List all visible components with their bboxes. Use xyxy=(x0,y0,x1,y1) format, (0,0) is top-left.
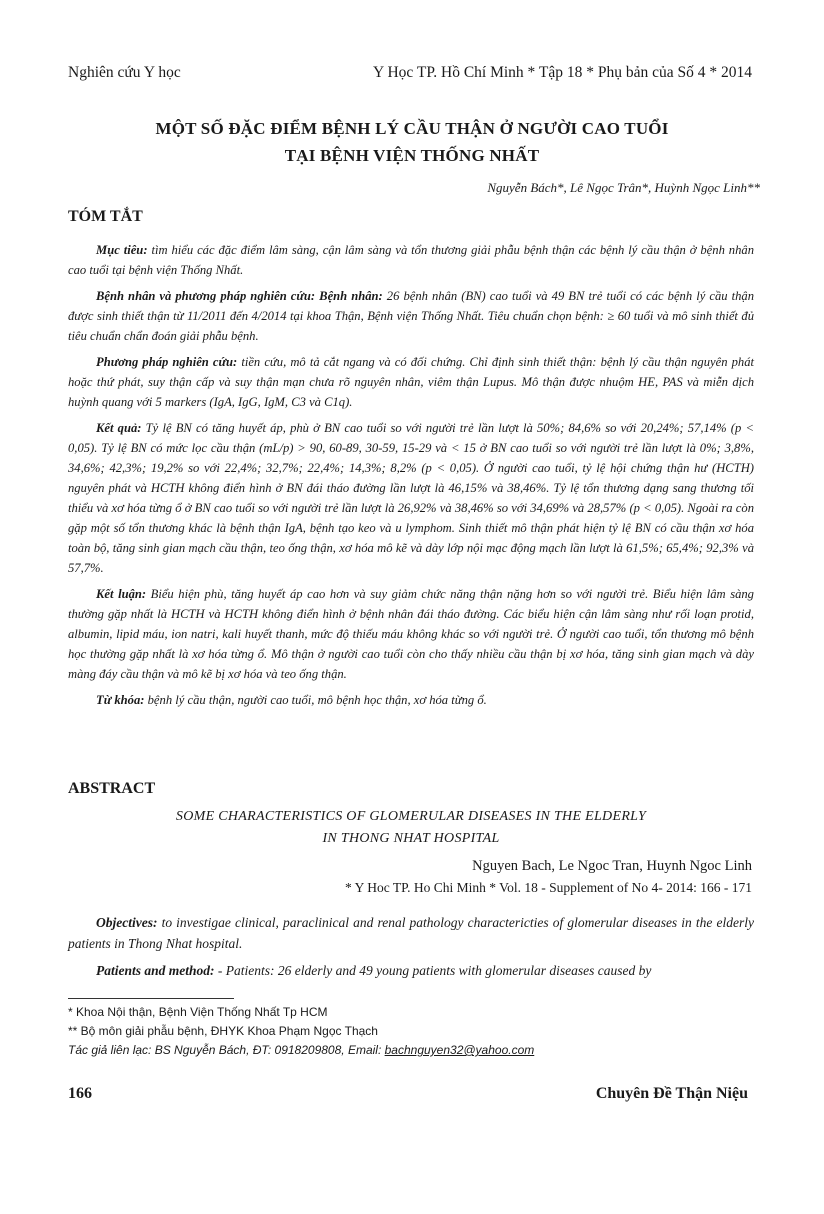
patients-text: 26 bệnh nhân (BN) cao tuổi và 49 BN trẻ tuổi có các bệnh lý cầu thận được sinh thiết thận từ 11/2011 đến 4/2014 tại khoa Thận, Bệnh viện Thống Nhất. Tiêu chuẩn chọn bệnh: ≥ 60 tuổi và mô sinh thiết đủ tiêu chuẩn chẩn đoán giải phẫu bệnh. xyxy=(68,289,754,343)
abstract-patients-text: - Patients: 26 elderly and 49 young patients with glomerular diseases caused by xyxy=(214,963,652,978)
abstract-objectives xyxy=(68,912,754,954)
page-number: 166 xyxy=(68,1085,92,1102)
summary-conclusion xyxy=(68,584,754,684)
results-text: Tỷ lệ BN có tăng huyết áp, phù ở BN cao tuổi so với người trẻ lần lượt là 50%; 84,6% so với 20,24%; 57,14% (p < 0,05). Tỷ lệ BN có mức lọc cầu thận (mL/p) > 90, 60-89, 30-59, 15-29 và < 15 ở BN cao tuổi so với người trẻ lần lượt là 0%; 3,8%, 34,6%; 42,3%; 19,2% so với 22,4%; 32,7%; 22,4%; 14,3%; 8,2% (p < 0,05). Ở người cao tuổi, tỷ lệ hội chứng thận hư (HCTH) nguyên phát và HCTH không điển hình ở BN đái tháo đường lần lượt là 46,15% và 38,46%. Tỷ lệ tổn thương dạng sang thương tối thiểu và xơ hóa từng ổ ở BN cao tuổi so với người trẻ lần lượt là 26,92% và 38,46% so với 34,69% và 28,57% (p < 0,05). Ngoài ra còn gặp một số tổn thương khác là bệnh thận IgA, bệnh tạo keo và u lymphom. Sinh thiết mô thận phát hiện tỷ lệ BN có cầu thận xơ hóa toàn bộ, tăng sinh gian mạch cầu thận, teo ống thận, xơ hóa mô kẽ và dày lớp nội mạc động mạch lần lượt là 61,5%; 65,4%; 92,3% và 57,7%. xyxy=(68,421,754,575)
contact-email-link[interactable]: bachnguyen32@yahoo.com xyxy=(384,1043,535,1057)
footnote-divider xyxy=(68,998,234,999)
abstract-heading: ABSTRACT xyxy=(68,780,156,797)
summary-body xyxy=(68,240,754,716)
conclusion-text: Biểu hiện phù, tăng huyết áp cao hơn và suy giảm chức năng thận nặng hơn so với người trẻ. Biểu hiện lâm sàng thường gặp nhất là HCTH và HCTH không điển hình ở bệnh nhân đái tháo đường. Các biểu hiện cận lâm sàng như rối loạn protid, albumin, lipid máu, ion natri, kali huyết thanh, mức độ thiếu máu không khác so với người trẻ. Ở người cao tuổi, tổn thương mô bệnh học thường gặp nhất là xơ hóa từng ổ. Mô thận ở người cao tuổi còn cho thấy nhiều cầu thận bị xơ hóa, tăng sinh gian mạch và dày màng đáy cầu thận và mô kẽ bị xơ hóa và teo ống thận. xyxy=(68,587,754,681)
abstract-title-line-1: SOME CHARACTERISTICS OF GLOMERULAR DISEASES IN THE ELDERLY xyxy=(175,809,647,824)
abstract-title-line-2: IN THONG NHAT HOSPITAL xyxy=(322,831,500,846)
summary-keywords xyxy=(68,690,754,710)
abstract-body xyxy=(68,912,754,987)
results-label: Kết quả: xyxy=(96,421,142,435)
footnote-affiliation-2: ** Bộ môn giải phẫu bệnh, ĐHYK Khoa Phạm Ngọc Thạch xyxy=(68,1024,378,1038)
abstract-patients xyxy=(68,960,754,981)
keywords-text: bệnh lý cầu thận, người cao tuổi, mô bệnh học thận, xơ hóa từng ổ. xyxy=(144,693,487,707)
header-section-name: Nghiên cứu Y học xyxy=(68,64,181,81)
contact-label: Tác giả liên lạc: BS Nguyễn Bách, ĐT: 0918209808, Email: xyxy=(68,1043,385,1057)
summary-objective xyxy=(68,240,754,280)
summary-heading: TÓM TẮT xyxy=(68,208,143,225)
objective-label: Mục tiêu: xyxy=(96,243,148,257)
patients-label: Bệnh nhân và phương pháp nghiên cứu: Bệnh nhân: xyxy=(96,289,383,303)
summary-patients xyxy=(68,286,754,346)
footnote-contact xyxy=(68,1041,534,1060)
methods-label: Phương pháp nghiên cứu: xyxy=(96,355,238,369)
abstract-patients-label: Patients and method: xyxy=(96,963,215,978)
title-line-2: TẠI BỆNH VIỆN THỐNG NHẤT xyxy=(284,146,540,165)
article-title xyxy=(60,115,764,169)
abstract-citation: * Y Hoc TP. Ho Chi Minh * Vol. 18 - Supplement of No 4- 2014: 166 - 171 xyxy=(344,880,752,895)
keywords-label: Từ khóa: xyxy=(96,693,145,707)
objectives-label: Objectives: xyxy=(96,915,158,930)
conclusion-label: Kết luận: xyxy=(96,587,147,601)
title-line-1: MỘT SỐ ĐẶC ĐIỂM BỆNH LÝ CẦU THẬN Ở NGƯỜI CAO TUỔI xyxy=(155,119,669,138)
methods-text: tiền cứu, mô tả cắt ngang và có đối chứng. Chỉ định sinh thiết thận: bệnh lý cầu thận nguyên phát hoặc thứ phát, suy thận cấp và suy thận mạn chưa rõ nguyên nhân, viêm thận Lupus. Mô thận được nhuộm HE, PAS và miễn dịch huỳnh quang với 5 markers (IgA, IgG, IgM, C3 và C1q). xyxy=(68,355,754,409)
abstract-title xyxy=(68,806,754,850)
footer-section-name: Chuyên Đề Thận Niệu xyxy=(595,1085,748,1102)
objectives-text: to investigae clinical, paraclinical and renal pathology charactericties of glomerular diseases in the elderly patients in Thong Nhat hospital. xyxy=(68,915,754,951)
footnote-affiliation-1: * Khoa Nội thận, Bệnh Viện Thống Nhất Tp HCM xyxy=(68,1005,328,1019)
header-journal-info: Y Học TP. Hồ Chí Minh * Tập 18 * Phụ bản của Số 4 * 2014 xyxy=(372,64,752,81)
author-list: Nguyễn Bách*, Lê Ngọc Trân*, Huỳnh Ngọc Linh** xyxy=(487,180,760,195)
abstract-authors: Nguyen Bach, Le Ngoc Tran, Huynh Ngoc Linh xyxy=(472,858,752,874)
summary-methods xyxy=(68,352,754,412)
summary-results xyxy=(68,418,754,578)
objective-text: tìm hiểu các đặc điểm lâm sàng, cận lâm sàng và tổn thương giải phẫu bệnh thận các bệnh lý cầu thận ở bệnh nhân cao tuổi tại bệnh viện Thống Nhất. xyxy=(68,243,754,277)
footnotes xyxy=(68,1003,534,1060)
